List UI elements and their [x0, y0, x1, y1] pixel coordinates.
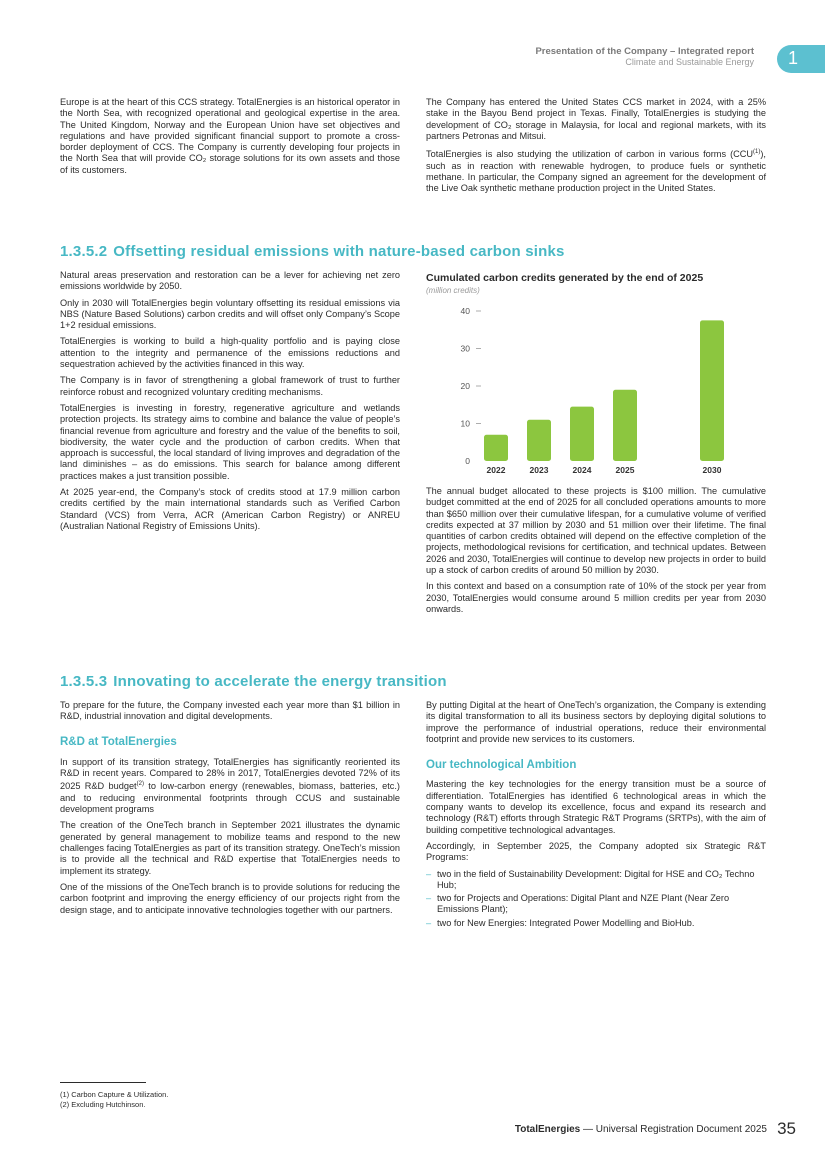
x-tick-label: 2030 — [702, 465, 722, 475]
y-tick-label: 20 — [460, 381, 470, 391]
y-tick-label: 40 — [460, 306, 470, 316]
top-left-column — [60, 97, 400, 181]
rd-paragraph: In support of its transition strategy, TotalEnergies has significantly reoriented its R&D in recent years. Compared to 28% in 2017, TotalEnergies devoted 72% of its 2025 R&D budget$^{(2)}$ to low-carbon energy (renewables, biomass, batteries, etc.) and to reducing environmental footprints through CCUS and sustainable development programs — [60, 756, 400, 815]
tech-heading: Our technological Ambition — [426, 759, 577, 772]
section-1353-number: 1.3.5.3 — [60, 673, 108, 690]
paragraph: The Company is in favor of strengthening a global framework of trust to further reinforce robust and recognized voluntary crediting mechanisms. — [60, 375, 400, 397]
bar-2022 — [484, 435, 508, 461]
bar-2024 — [570, 407, 594, 461]
section-1353-right-column — [426, 700, 766, 931]
footnote-2: (2) Excluding Hutchinson. — [60, 1100, 146, 1109]
budget-paragraph: The annual budget allocated to these projects is $100 million. The cumulative budget committed at the end of 2025 for all concluded operations amounts to more than $650 million over their cumulative lifespan, for a cumulative volume of verified credits expected at 37 million by 2030 and 51 million over their lifetime. The final quantities of carbon credits obtained will depend on the effective completion of the projects, methodological revisions for certification, and technical updates. Between 2026 and 2030, TotalEnergies will continue to develop new projects in order to build up a stock of carbon credits of around 50 million by 2030. — [426, 486, 766, 576]
section-1353-left-column — [60, 700, 400, 921]
chart-title: Cumulated carbon credits generated by the end of 2025 — [426, 272, 704, 284]
x-tick-label: 2025 — [615, 465, 635, 475]
footnote-1: (1) Carbon Capture & Utilization. — [60, 1090, 169, 1099]
y-tick-label: 30 — [460, 343, 470, 354]
consumption-paragraph: In this context and based on a consumption rate of 10% of the stock per year from 2030, TotalEnergies would consume around 5 million credits per year from 2030 onwards. — [426, 581, 766, 614]
footer-doc: — Universal Registration Document 2025 — [580, 1124, 767, 1135]
header-subtitle: Climate and Sustainable Energy — [625, 57, 754, 67]
list-item: – two for Projects and Operations: Digital Plant and NZE Plant (Near Zero Emissions Plant); — [426, 893, 766, 916]
footer-text — [515, 1124, 767, 1135]
ccs-europe-paragraph: Europe is at the heart of this CCS strategy. TotalEnergies is an historical operator in the North Sea, with recognized operational and geological expertise in the area. The United Kingdom, Norway and the European Union have set objectives and regulations and have provided significant financial support to promote a cross-border deployment of CCS. The Company is currently developing four projects in the North Sea that will provide CO₂ storage solutions for its own assets and those of its customers. — [60, 97, 400, 175]
chapter-number: 1 — [788, 48, 799, 68]
list-item: – two for New Energies: Integrated Power Modelling and BioHub. — [426, 918, 766, 929]
y-tick-label: 10 — [460, 418, 470, 429]
footer-brand: TotalEnergies — [514, 1124, 581, 1135]
x-tick-label: 2024 — [572, 465, 592, 475]
bar-2030 — [700, 320, 724, 461]
bar-2023 — [527, 420, 551, 461]
x-tick-label: 2022 — [486, 465, 506, 475]
paragraph: Natural areas preservation and restoration can be a lever for achieving net zero emissions worldwide by 2050. — [60, 270, 400, 292]
top-right-column — [426, 97, 766, 199]
section-1352-number: 1.3.5.2 — [60, 243, 108, 260]
x-tick-label: 2023 — [529, 465, 549, 475]
section-1352-right-column — [426, 486, 766, 620]
paragraph: Only in 2030 will TotalEnergies begin voluntary offsetting its residual emissions via NBS (Nature Based Solutions) carbon credits and will offset only Company’s Scope 1+2 residual emissions. — [60, 297, 400, 331]
paragraph: TotalEnergies is working to build a high-quality portfolio and is paying close attention to the integrity and permanence of the emissions reductions and sequestration achieved by the activities financed in this way. — [60, 336, 400, 370]
chart-subtitle: (million credits) — [426, 286, 480, 295]
intro-paragraph: To prepare for the future, the Company invested each year more than $1 billion in R&D, industrial innovation and digital developments. — [60, 700, 400, 722]
chapter-tab — [777, 45, 825, 73]
header-title: Presentation of the Company – Integrated report — [535, 46, 754, 57]
y-tick-label: 0 — [465, 456, 470, 466]
section-1352-title: Offsetting residual emissions with nature-based carbon sinks — [113, 243, 565, 260]
page-number: 35 — [777, 1119, 796, 1138]
srtp-paragraph: Accordingly, in September 2025, the Company adopted six Strategic R&T Programs: — [426, 840, 766, 863]
carbon-credits-chart — [426, 300, 766, 480]
list-item: – two in the field of Sustainability Development: Digital for HSE and CO₂ Techno Hub; — [426, 869, 766, 892]
paragraph: TotalEnergies is investing in forestry, regenerative agriculture and wetlands protection projects. Its strategy aims to combine and balance the value of people’s financial revenue from agriculture and forestry and the value of the benefits to soil, biodiversity, the water cycle and the production of carbon credits. When that approach is successful, the local standard of living improves and degradation of the land diminishes – as do emissions. This search for balance among different practices makes a just transition possible. — [60, 402, 400, 481]
ccu-paragraph: TotalEnergies is also studying the utilization of carbon in various forms (CCU$^{(1)}$), such as in reaction with renewable hydrogen, to produce fuels or synthetic methane. In particular, the Company signed an agreement for the development of the Live Oak synthetic methane production project in the United States. — [426, 149, 766, 194]
section-1353-title: Innovating to accelerate the energy transition — [113, 673, 447, 690]
digital-paragraph: By putting Digital at the heart of OneTech’s organization, the Company is extending its digital transformation to all its business sectors by deploying digital solutions to improve the performance of industrial operations, reduce their environmental footprint and provide new services to its customers. — [426, 700, 766, 744]
tech-paragraph: Mastering the key technologies for the energy transition must be a source of differentiation. TotalEnergies has identified 6 technological areas in which the company wants to develop its excellence, focus and expand its research and technology (R&T) efforts through Strategic R&T Programs (SRTPs), with the aim of building competitive technological advantages. — [426, 779, 766, 835]
section-1352-heading — [60, 243, 780, 260]
section-1353-heading — [60, 673, 780, 690]
paragraph: At 2025 year-end, the Company’s stock of credits stood at 17.9 million carbon credits certified by the main international standards such as Verified Carbon Standard (VCS) from Verra, ACR (American Carbon Registry) or ANREU (Australian National Registry of Emissions Units). — [60, 487, 400, 531]
footnote-divider — [60, 1082, 146, 1083]
rd-heading: R&D at TotalEnergies — [60, 735, 177, 748]
section-1352-left-column — [60, 270, 400, 537]
bar-2025 — [613, 390, 637, 461]
onetech-paragraph: The creation of the OneTech branch in September 2021 illustrates the dynamic generated by general management to mobilize teams and respond to the new challenges facing TotalEnergies as part of its transition strategy. OneTech’s mission is to provide all the technical and R&D expertise that TotalEnergies needs to implement its strategy. — [60, 820, 400, 876]
srtp-list — [426, 869, 766, 929]
ccs-us-paragraph: The Company has entered the United States CCS market in 2024, with a 25% stake in the Bayou Bend project in Texas. Finally, TotalEnergies is studying the development of CO₂ storage in Malaysia, for local and regional markets, with its partners Petronas and Mitsui. — [426, 97, 766, 141]
missions-paragraph: One of the missions of the OneTech branch is to provide solutions for reducing the carbon footprint and improving the energy efficiency of our projects right from the design stage, and to anticipate innovative technologies together with our partners. — [60, 881, 400, 915]
